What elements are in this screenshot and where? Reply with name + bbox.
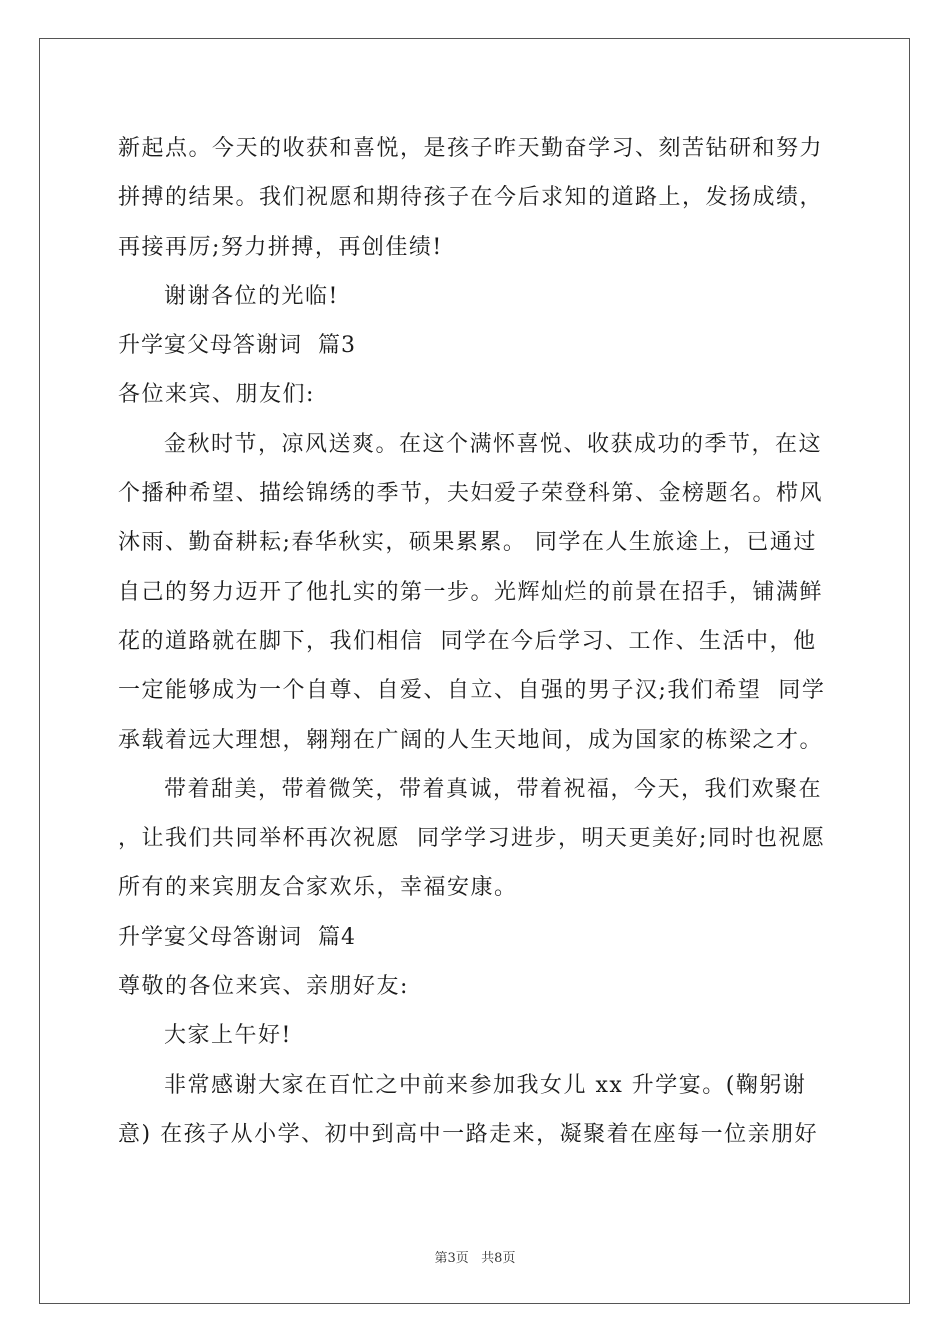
section-heading: 升学宴父母答谢词 篇4: [118, 924, 356, 950]
body-line: 金秋时节，凉风送爽。在这个满怀喜悦、收获成功的季节，在这: [164, 431, 823, 457]
body-line: 拼搏的结果。我们祝愿和期待孩子在今后求知的道路上，发扬成绩，: [118, 185, 824, 211]
body-line: 意) 在孩子从小学、初中到高中一路走来，凝聚着在座每一位亲朋好: [118, 1121, 819, 1147]
body-line: 大家上午好!: [164, 1023, 292, 1049]
page-footer: 第3页 共8页: [434, 1251, 516, 1266]
body-line: 带着甜美，带着微笑，带着真诚，带着祝福，今天，我们欢聚在: [164, 776, 823, 802]
body-line: 谢谢各位的光临!: [164, 283, 339, 309]
body-line: 所有的来宾朋友合家欢乐，幸福安康。: [118, 875, 518, 901]
body-line: ，让我们共同举杯再次祝愿 同学学习进步，明天更美好;同时也祝愿: [118, 826, 826, 852]
section-heading: 升学宴父母答谢词 篇3: [118, 333, 356, 359]
body-line: 一定能够成为一个自尊、自爱、自立、自强的男子汉;我们希望 同学: [118, 678, 826, 704]
body-line: 再接再厉;努力拼搏，再创佳绩!: [118, 234, 443, 260]
body-line: 非常感谢大家在百忙之中前来参加我女儿 xx 升学宴。(鞠躬谢: [164, 1072, 807, 1098]
salutation: 各位来宾、朋友们:: [118, 382, 315, 408]
body-line: 个播种希望、描绘锦绣的季节，夫妇爱子荣登科第、金榜题名。栉风: [118, 481, 824, 507]
document-body: [118, 129, 838, 1164]
salutation: 尊敬的各位来宾、亲朋好友:: [118, 974, 409, 1000]
body-line: 承载着远大理想，翱翔在广阔的人生天地间，成为国家的栋梁之才。: [118, 727, 824, 753]
body-line: 自己的努力迈开了他扎实的第一步。光辉灿烂的前景在招手，铺满鲜: [118, 579, 824, 605]
body-line: 沐雨、勤奋耕耘;春华秋实，硕果累累。 同学在人生旅途上，已通过: [118, 530, 817, 556]
body-line: 新起点。今天的收获和喜悦，是孩子昨天勤奋学习、刻苦钻研和努力: [118, 136, 824, 161]
body-line: 花的道路就在脚下，我们相信 同学在今后学习、工作、生活中，他: [118, 628, 817, 654]
